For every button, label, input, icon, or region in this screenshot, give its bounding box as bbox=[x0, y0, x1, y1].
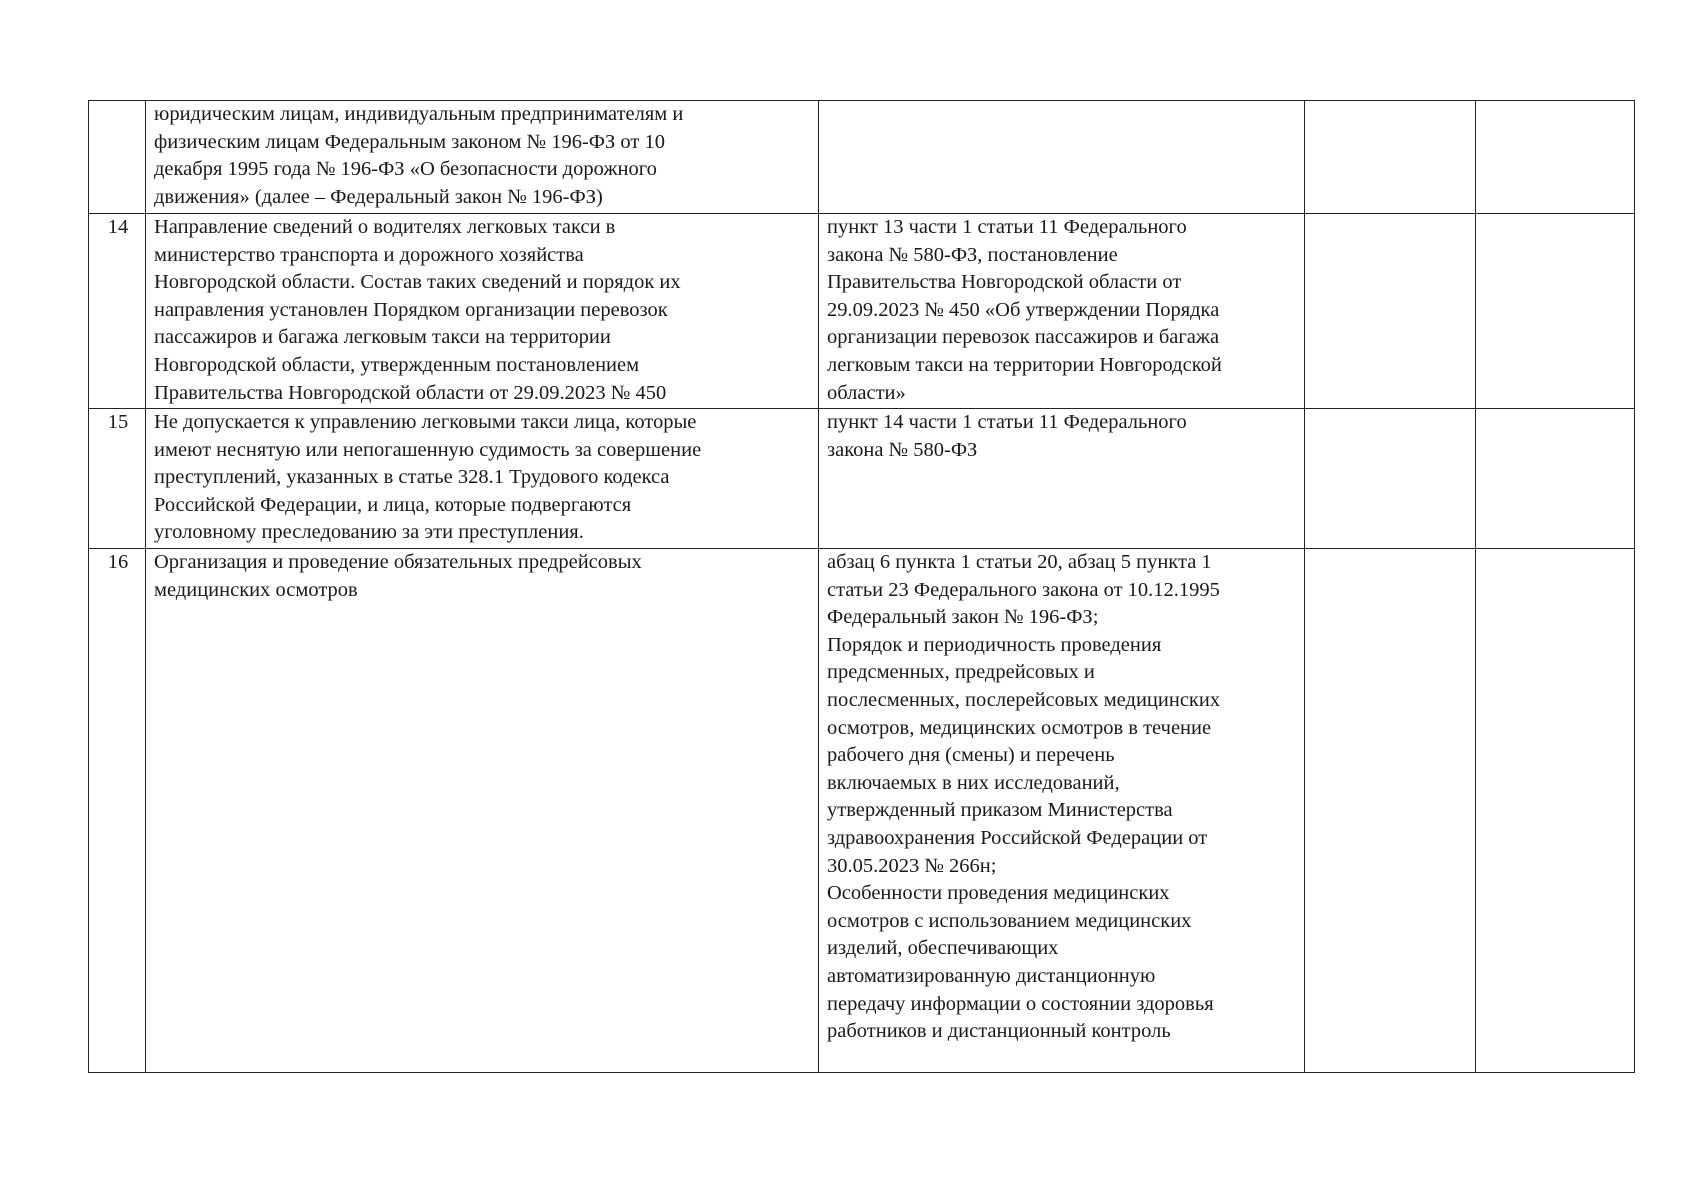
requirement-description: Не допускается к управлению легковыми такси лица, которые имеют неснятую или непогашенную судимость за совершение преступлений, указанных в статье 328.1 Трудового кодекса Российской Федерации, и лица, которые подвергаются уголовному преследованию за эти преступления. bbox=[146, 409, 819, 549]
row-number: 15 bbox=[89, 409, 146, 549]
empty-cell bbox=[1476, 101, 1635, 214]
requirement-description: юридическим лицам, индивидуальным предпринимателям и физическим лицам Федеральным законом № 196-ФЗ от 10 декабря 1995 года № 196-ФЗ «О безопасности дорожного движения» (далее – Федеральный закон № 196-ФЗ) bbox=[146, 101, 819, 214]
requirement-description: Направление сведений о водителях легковых такси в министерство транспорта и дорожного хозяйства Новгородской области. Состав таких сведений и порядок их направления установлен Порядком организации перевозок пассажиров и багажа легковым такси на территории Новгородской области, утвержденным постановлением Правительства Новгородской области от 29.09.2023 № 450 bbox=[146, 214, 819, 409]
row-number: 16 bbox=[89, 549, 146, 1073]
table-row bbox=[89, 549, 1635, 1073]
legal-basis bbox=[819, 101, 1305, 214]
empty-cell bbox=[1476, 549, 1635, 1073]
legal-basis: пункт 14 части 1 статьи 11 Федерального закона № 580-ФЗ bbox=[819, 409, 1305, 549]
row-number bbox=[89, 101, 146, 214]
empty-cell bbox=[1305, 409, 1476, 549]
legal-basis: пункт 13 части 1 статьи 11 Федерального закона № 580-ФЗ, постановление Правительства Новгородской области от 29.09.2023 № 450 «Об утверждении Порядка организации перевозок пассажиров и багажа легковым такси на территории Новгородской области» bbox=[819, 214, 1305, 409]
empty-cell bbox=[1305, 549, 1476, 1073]
empty-cell bbox=[1305, 214, 1476, 409]
row-number: 14 bbox=[89, 214, 146, 409]
empty-cell bbox=[1476, 409, 1635, 549]
empty-cell bbox=[1305, 101, 1476, 214]
empty-cell bbox=[1476, 214, 1635, 409]
requirement-description: Организация и проведение обязательных предрейсовых медицинских осмотров bbox=[146, 549, 819, 1073]
table-row bbox=[89, 409, 1635, 549]
legal-basis: абзац 6 пункта 1 статьи 20, абзац 5 пункта 1 статьи 23 Федерального закона от 10.12.1995 Федеральный закон № 196-ФЗ; Порядок и периодичность проведения предсменных, предрейсовых и послесменных, послерейсовых медицинских осмотров, медицинских осмотров в течение рабочего дня (смены) и перечень включаемых в них исследований, утвержденный приказом Министерства здравоохранения Российской Федерации от 30.05.2023 № 266н; Особенности проведения медицинских осмотров с использованием медицинских изделий, обеспечивающих автоматизированную дистанционную передачу информации о состоянии здоровья работников и дистанционный контроль bbox=[819, 549, 1305, 1073]
table-row bbox=[89, 214, 1635, 409]
table-row bbox=[89, 101, 1635, 214]
requirements-table bbox=[88, 100, 1635, 1073]
